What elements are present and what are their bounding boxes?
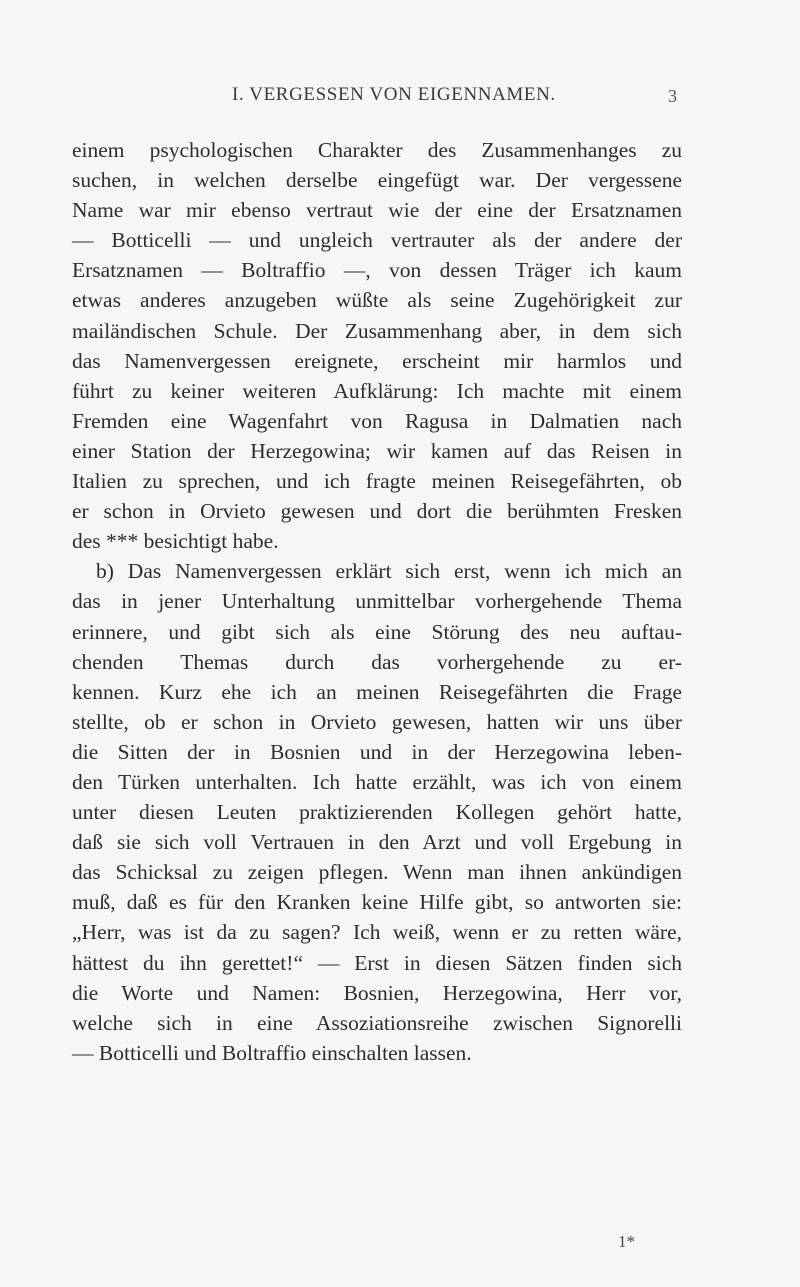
text-line: das Schicksal zu zeigen pflegen. Wenn man ihnen ankündigen [72,860,682,885]
text-line: einer Station der Herzegowina; wir kamen auf das Reisen in [72,438,682,463]
text-line: das in jener Unterhaltung unmittelbar vorhergehende Thema [72,589,682,614]
text-line: mailändischen Schule. Der Zusammenhang aber, in dem sich [72,318,682,343]
text-line: unter diesen Leuten praktizierenden Kollegen gehört hatte, [72,800,682,825]
text-line: welche sich in eine Assoziationsreihe zwischen Signorelli [72,1010,682,1035]
text-line: führt zu keiner weiteren Aufklärung: Ich machte mit einem [72,378,682,403]
text-line: Name war mir ebenso vertraut wie der eine der Ersatznamen [72,198,682,223]
text-line: suchen, in welchen derselbe eingefügt war. Der vergessene [72,168,682,193]
text-line: den Türken unterhalten. Ich hatte erzählt, was ich von einem [72,769,682,794]
signature-mark: 1* [618,1232,635,1251]
text-line: Ersatznamen — Boltraffio —, von dessen Träger ich kaum [72,258,682,283]
body-text [72,135,682,1068]
text-line: — Botticelli und Boltraffio einschalten lassen. [72,1040,472,1065]
text-line: muß, daß es für den Kranken keine Hilfe gibt, so antworten sie: [72,890,682,915]
chapter-title: I. VERGESSEN VON EIGENNAMEN. [232,84,556,105]
text-line: Italien zu sprechen, und ich fragte meinen Reisegefährten, ob [72,469,682,494]
text-line: des *** besichtigt habe. [72,529,279,554]
text-line: etwas anderes anzugeben wüßte als seine Zugehörigkeit zur [72,288,682,313]
text-line: die Sitten der in Bosnien und in der Herzegowina leben- [72,739,682,764]
text-line: chenden Themas durch das vorhergehende zu er- [72,649,682,674]
text-line: b) Das Namenvergessen erklärt sich erst, wenn ich mich an [96,559,682,584]
text-line: er schon in Orvieto gewesen und dort die berühmten Fresken [72,499,682,524]
text-line: „Herr, was ist da zu sagen? Ich weiß, wenn er zu retten wäre, [72,920,682,945]
text-line: stellte, ob er schon in Orvieto gewesen, hatten wir uns über [72,709,682,734]
text-line: das Namenvergessen ereignete, erscheint mir harmlos und [72,348,682,373]
running-head [0,84,800,114]
text-line: hättest du ihn gerettet!“ — Erst in diesen Sätzen finden sich [72,950,682,975]
text-line: einem psychologischen Charakter des Zusammenhanges zu [72,138,682,162]
text-line: daß sie sich voll Vertrauen in den Arzt und voll Ergebung in [72,830,682,855]
text-line: kennen. Kurz ehe ich an meinen Reisegefährten die Frage [72,679,682,704]
text-line: erinnere, und gibt sich als eine Störung des neu auftau- [72,619,682,644]
text-line: die Worte und Namen: Bosnien, Herzegowina, Herr vor, [72,980,682,1005]
text-line: — Botticelli — und ungleich vertrauter als der andere der [72,228,682,253]
text-line: Fremden eine Wagenfahrt von Ragusa in Dalmatien nach [72,408,682,433]
page-number: 3 [668,86,677,106]
